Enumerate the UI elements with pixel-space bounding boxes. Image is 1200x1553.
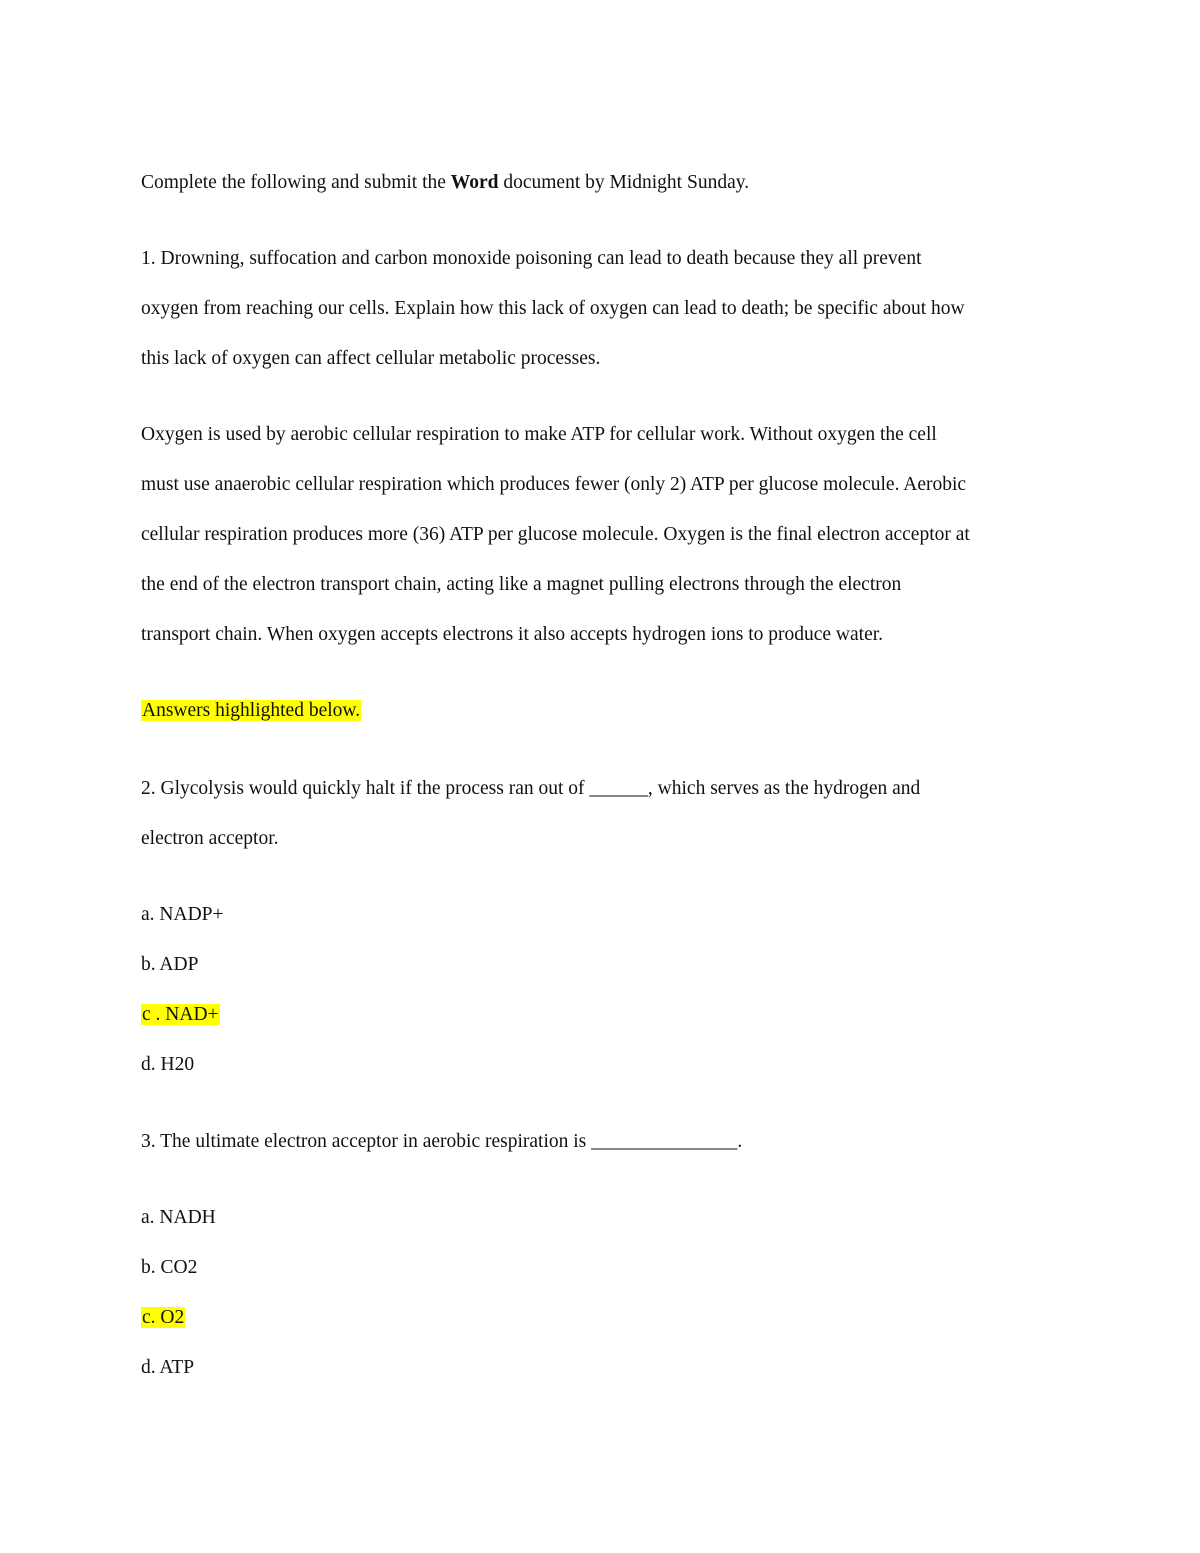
intro-text-after: document by Midnight Sunday. bbox=[498, 172, 750, 193]
question-2-line-2: electron acceptor. bbox=[141, 828, 279, 849]
question-3-option-a: a. NADH bbox=[141, 1207, 216, 1228]
answer-1-line-5: transport chain. When oxygen accepts electrons it also accepts hydrogen ions to produce water. bbox=[141, 624, 884, 645]
question-2-option-d: d. H20 bbox=[141, 1054, 195, 1075]
question-3-correct-answer: c. O2 bbox=[142, 1307, 185, 1328]
question-3-line: 3. The ultimate electron acceptor in aerobic respiration is _______________. bbox=[141, 1131, 743, 1152]
question-1-line-3: this lack of oxygen can affect cellular metabolic processes. bbox=[141, 348, 601, 369]
question-2-option-c bbox=[141, 1002, 220, 1028]
question-3-option-d: d. ATP bbox=[141, 1357, 195, 1378]
answer-1-line-3: cellular respiration produces more (36) ATP per glucose molecule. Oxygen is the final electron acceptor at bbox=[141, 524, 970, 545]
question-2-correct-answer: c . NAD+ bbox=[142, 1004, 219, 1025]
intro-instruction bbox=[141, 170, 749, 196]
question-3-option-c bbox=[141, 1305, 185, 1331]
answer-1-line-1: Oxygen is used by aerobic cellular respiration to make ATP for cellular work. Without oxygen the cell bbox=[141, 424, 937, 445]
question-1-line-1: 1. Drowning, suffocation and carbon monoxide poisoning can lead to death because they all prevent bbox=[141, 248, 922, 269]
question-2-line-1: 2. Glycolysis would quickly halt if the process ran out of ______, which serves as the hydrogen and bbox=[141, 778, 921, 799]
answer-1-line-2: must use anaerobic cellular respiration which produces fewer (only 2) ATP per glucose molecule. Aerobic bbox=[141, 474, 967, 495]
highlight-note bbox=[141, 698, 361, 724]
question-1-line-2: oxygen from reaching our cells. Explain how this lack of oxygen can lead to death; be specific about how bbox=[141, 298, 965, 319]
intro-bold-word: Word bbox=[450, 172, 499, 193]
answer-1-line-4: the end of the electron transport chain, acting like a magnet pulling electrons through the electron bbox=[141, 574, 902, 595]
question-3-option-b: b. CO2 bbox=[141, 1257, 198, 1278]
intro-text-before: Complete the following and submit the bbox=[141, 172, 451, 193]
question-2-option-b: b. ADP bbox=[141, 954, 199, 975]
question-2-option-a: a. NADP+ bbox=[141, 904, 224, 925]
highlight-note-text: Answers highlighted below. bbox=[142, 700, 361, 721]
